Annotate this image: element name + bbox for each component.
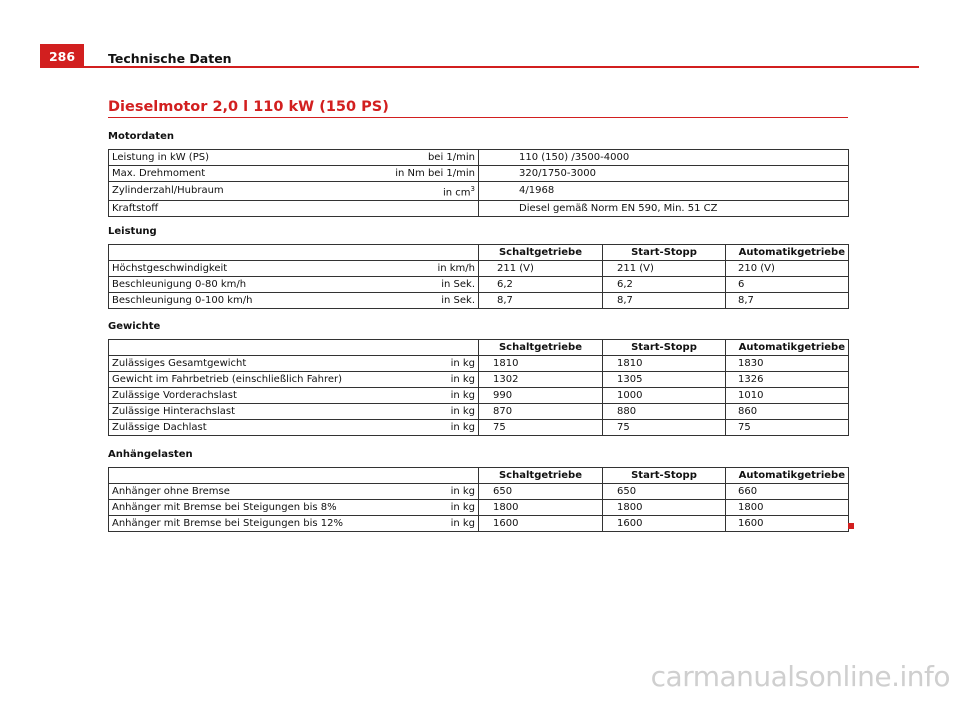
row-value: 320/1750-3000	[479, 166, 849, 182]
cell-value: 6,2	[603, 277, 726, 293]
table-row	[109, 372, 849, 388]
row-label: Zulässiges Gesamtgewicht	[109, 356, 378, 372]
row-unit: in kg	[378, 516, 479, 532]
row-label: Kraftstoff	[109, 201, 378, 217]
gewichte-table	[108, 339, 849, 436]
cell-value: 880	[603, 404, 726, 420]
table-row	[109, 166, 849, 182]
table-row	[109, 500, 849, 516]
cell-value: 75	[603, 420, 726, 436]
cell-value: 8,7	[603, 293, 726, 309]
cell-value: 6,2	[479, 277, 603, 293]
row-label: Anhänger ohne Bremse	[109, 484, 378, 500]
column-header: Automatikgetriebe	[726, 468, 849, 484]
cell-value: 211 (V)	[479, 261, 603, 277]
table-row	[109, 404, 849, 420]
row-unit: bei 1/min	[378, 150, 479, 166]
row-label: Höchstgeschwindigkeit	[109, 261, 378, 277]
row-label: Zulässige Dachlast	[109, 420, 378, 436]
row-unit: in Sek.	[378, 277, 479, 293]
row-value: Diesel gemäß Norm EN 590, Min. 51 CZ	[479, 201, 849, 217]
page-number: 286	[40, 44, 84, 68]
section-title: Dieselmotor 2,0 l 110 kW (150 PS)	[108, 99, 389, 115]
cell-value: 1305	[603, 372, 726, 388]
row-unit: in kg	[378, 356, 479, 372]
row-unit: in kg	[378, 500, 479, 516]
row-unit: in kg	[378, 388, 479, 404]
cell-value: 1810	[479, 356, 603, 372]
row-label: Zulässige Vorderachslast	[109, 388, 378, 404]
column-header: Automatikgetriebe	[726, 245, 849, 261]
cell-value: 1800	[479, 500, 603, 516]
row-unit: in Nm bei 1/min	[378, 166, 479, 182]
row-unit: in kg	[378, 404, 479, 420]
table-row	[109, 420, 849, 436]
column-header: Schaltgetriebe	[479, 340, 603, 356]
table-header-row	[109, 245, 849, 261]
cell-value: 75	[726, 420, 849, 436]
watermark: carmanualsonline.info	[650, 660, 950, 693]
anhaengelasten-table	[108, 467, 849, 532]
row-label: Max. Drehmoment	[109, 166, 378, 182]
cell-value: 1000	[603, 388, 726, 404]
table-row	[109, 182, 849, 201]
header-rule	[84, 66, 919, 68]
motordaten-table	[108, 149, 849, 217]
cell-value: 8,7	[479, 293, 603, 309]
table-row	[109, 516, 849, 532]
motordaten-heading: Motordaten	[108, 131, 174, 142]
cell-value: 1800	[726, 500, 849, 516]
cell-value: 1600	[726, 516, 849, 532]
row-label: Beschleunigung 0-100 km/h	[109, 293, 378, 309]
cell-value: 1600	[603, 516, 726, 532]
column-header: Automatikgetriebe	[726, 340, 849, 356]
row-label: Anhänger mit Bremse bei Steigungen bis 8%	[109, 500, 378, 516]
unit-superscript: 3	[470, 185, 475, 193]
cell-value: 211 (V)	[603, 261, 726, 277]
header-blank-cell	[109, 245, 479, 261]
column-header: Start-Stopp	[603, 468, 726, 484]
table-header-row	[109, 340, 849, 356]
row-label: Gewicht im Fahrbetrieb (einschließlich Fahrer)	[109, 372, 378, 388]
column-header: Start-Stopp	[603, 245, 726, 261]
row-unit	[378, 182, 479, 201]
cell-value: 210 (V)	[726, 261, 849, 277]
leistung-heading: Leistung	[108, 226, 157, 237]
cell-value: 1800	[603, 500, 726, 516]
section-end-marker	[848, 523, 854, 529]
table-header-row	[109, 468, 849, 484]
row-value: 4/1968	[479, 182, 849, 201]
leistung-table	[108, 244, 849, 309]
row-label: Beschleunigung 0-80 km/h	[109, 277, 378, 293]
cell-value: 1600	[479, 516, 603, 532]
column-header: Schaltgetriebe	[479, 245, 603, 261]
table-row	[109, 150, 849, 166]
cell-value: 8,7	[726, 293, 849, 309]
cell-value: 650	[479, 484, 603, 500]
row-label: Zulässige Hinterachslast	[109, 404, 378, 420]
cell-value: 650	[603, 484, 726, 500]
row-label: Zylinderzahl/Hubraum	[109, 182, 378, 201]
table-row	[109, 261, 849, 277]
cell-value: 660	[726, 484, 849, 500]
cell-value: 860	[726, 404, 849, 420]
table-row	[109, 484, 849, 500]
cell-value: 870	[479, 404, 603, 420]
cell-value: 1010	[726, 388, 849, 404]
row-unit: in kg	[378, 420, 479, 436]
table-row	[109, 201, 849, 217]
column-header: Schaltgetriebe	[479, 468, 603, 484]
cell-value: 6	[726, 277, 849, 293]
header-blank-cell	[109, 340, 479, 356]
running-header-title: Technische Daten	[108, 51, 232, 66]
cell-value: 1810	[603, 356, 726, 372]
gewichte-heading: Gewichte	[108, 321, 161, 332]
unit-text: in cm	[442, 187, 471, 199]
cell-value: 75	[479, 420, 603, 436]
header-blank-cell	[109, 468, 479, 484]
row-unit: in Sek.	[378, 293, 479, 309]
row-unit: in km/h	[378, 261, 479, 277]
row-unit: in kg	[378, 484, 479, 500]
row-unit: in kg	[378, 372, 479, 388]
table-row	[109, 388, 849, 404]
row-label: Leistung in kW (PS)	[109, 150, 378, 166]
table-row	[109, 356, 849, 372]
table-row	[109, 277, 849, 293]
column-header: Start-Stopp	[603, 340, 726, 356]
anhaengelasten-heading: Anhängelasten	[108, 449, 193, 460]
table-row	[109, 293, 849, 309]
cell-value: 1302	[479, 372, 603, 388]
cell-value: 1830	[726, 356, 849, 372]
row-unit	[378, 201, 479, 217]
section-title-rule	[108, 117, 848, 118]
row-label: Anhänger mit Bremse bei Steigungen bis 12%	[109, 516, 378, 532]
cell-value: 990	[479, 388, 603, 404]
cell-value: 1326	[726, 372, 849, 388]
row-value: 110 (150) /3500-4000	[479, 150, 849, 166]
